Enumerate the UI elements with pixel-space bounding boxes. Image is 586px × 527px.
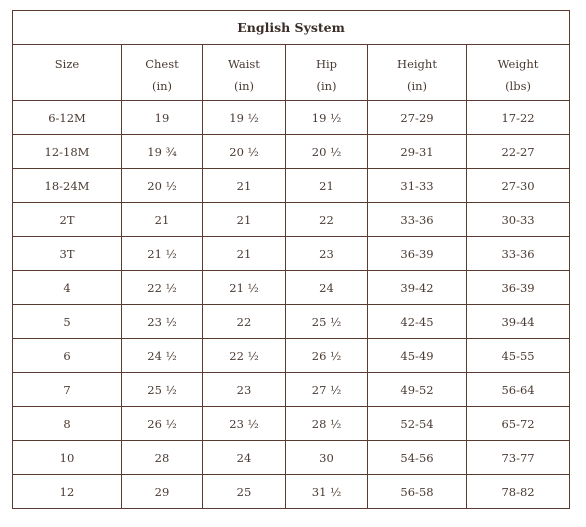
cell-height: 54-56 [368, 441, 467, 475]
cell-weight: 45-55 [467, 339, 570, 373]
cell-waist: 22 ½ [203, 339, 286, 373]
header-label: Weight [497, 57, 539, 71]
cell-size: 6-12M [13, 101, 122, 135]
cell-size: 10 [13, 441, 122, 475]
cell-weight: 78-82 [467, 475, 570, 509]
cell-chest: 23 ½ [122, 305, 203, 339]
cell-waist: 21 [203, 237, 286, 271]
cell-weight: 27-30 [467, 169, 570, 203]
table-row [13, 271, 570, 305]
cell-waist: 25 [203, 475, 286, 509]
header-chest [122, 45, 203, 101]
cell-size: 6 [13, 339, 122, 373]
table-title: English System [13, 11, 570, 45]
cell-weight: 39-44 [467, 305, 570, 339]
cell-waist: 23 ½ [203, 407, 286, 441]
size-chart-table [12, 10, 570, 509]
cell-hip: 20 ½ [286, 135, 368, 169]
cell-size: 12-18M [13, 135, 122, 169]
cell-height: 52-54 [368, 407, 467, 441]
cell-weight: 56-64 [467, 373, 570, 407]
header-label: Size [54, 57, 80, 71]
cell-chest: 29 [122, 475, 203, 509]
cell-chest: 22 ½ [122, 271, 203, 305]
cell-height: 27-29 [368, 101, 467, 135]
header-unit: (in) [316, 79, 337, 93]
cell-height: 49-52 [368, 373, 467, 407]
cell-chest: 28 [122, 441, 203, 475]
cell-chest: 24 ½ [122, 339, 203, 373]
cell-waist: 23 [203, 373, 286, 407]
cell-size: 2T [13, 203, 122, 237]
table-row [13, 305, 570, 339]
cell-hip: 19 ½ [286, 101, 368, 135]
cell-hip: 24 [286, 271, 368, 305]
cell-hip: 28 ½ [286, 407, 368, 441]
header-hip [286, 45, 368, 101]
header-unit: (in) [406, 79, 428, 93]
header-weight [467, 45, 570, 101]
cell-hip: 22 [286, 203, 368, 237]
cell-height: 33-36 [368, 203, 467, 237]
cell-size: 12 [13, 475, 122, 509]
cell-weight: 17-22 [467, 101, 570, 135]
table-row [13, 169, 570, 203]
cell-hip: 21 [286, 169, 368, 203]
cell-chest: 21 [122, 203, 203, 237]
header-label: Waist [228, 57, 260, 71]
cell-waist: 24 [203, 441, 286, 475]
table-row [13, 407, 570, 441]
cell-weight: 30-33 [467, 203, 570, 237]
cell-chest: 19 ¾ [122, 135, 203, 169]
cell-weight: 22-27 [467, 135, 570, 169]
cell-height: 42-45 [368, 305, 467, 339]
header-waist [203, 45, 286, 101]
cell-hip: 26 ½ [286, 339, 368, 373]
cell-waist: 22 [203, 305, 286, 339]
cell-size: 4 [13, 271, 122, 305]
cell-weight: 33-36 [467, 237, 570, 271]
cell-height: 56-58 [368, 475, 467, 509]
table-row [13, 373, 570, 407]
header-height [368, 45, 467, 101]
title-row [13, 11, 570, 45]
header-size [13, 45, 122, 101]
cell-hip: 25 ½ [286, 305, 368, 339]
cell-size: 7 [13, 373, 122, 407]
header-unit: (in) [151, 79, 173, 93]
cell-waist: 21 [203, 169, 286, 203]
header-label: Chest [145, 57, 179, 71]
cell-waist: 19 ½ [203, 101, 286, 135]
header-unit: (in) [233, 79, 255, 93]
header-label: Hip [315, 57, 338, 71]
cell-hip: 30 [286, 441, 368, 475]
cell-height: 31-33 [368, 169, 467, 203]
cell-size: 5 [13, 305, 122, 339]
cell-waist: 20 ½ [203, 135, 286, 169]
cell-hip: 23 [286, 237, 368, 271]
cell-height: 39-42 [368, 271, 467, 305]
header-row [13, 45, 570, 101]
cell-chest: 20 ½ [122, 169, 203, 203]
table-row [13, 101, 570, 135]
cell-chest: 25 ½ [122, 373, 203, 407]
header-unit: (lbs) [505, 79, 531, 93]
cell-chest: 26 ½ [122, 407, 203, 441]
table-row [13, 203, 570, 237]
cell-hip: 27 ½ [286, 373, 368, 407]
cell-height: 45-49 [368, 339, 467, 373]
cell-weight: 36-39 [467, 271, 570, 305]
table-row [13, 475, 570, 509]
cell-hip: 31 ½ [286, 475, 368, 509]
table-row [13, 339, 570, 373]
cell-weight: 73-77 [467, 441, 570, 475]
cell-height: 29-31 [368, 135, 467, 169]
header-label: Height [397, 57, 437, 71]
cell-chest: 19 [122, 101, 203, 135]
cell-size: 3T [13, 237, 122, 271]
cell-waist: 21 ½ [203, 271, 286, 305]
cell-waist: 21 [203, 203, 286, 237]
table-row [13, 237, 570, 271]
table-row [13, 441, 570, 475]
cell-size: 8 [13, 407, 122, 441]
cell-weight: 65-72 [467, 407, 570, 441]
cell-size: 18-24M [13, 169, 122, 203]
table-body [13, 101, 570, 509]
cell-height: 36-39 [368, 237, 467, 271]
table-row [13, 135, 570, 169]
cell-chest: 21 ½ [122, 237, 203, 271]
